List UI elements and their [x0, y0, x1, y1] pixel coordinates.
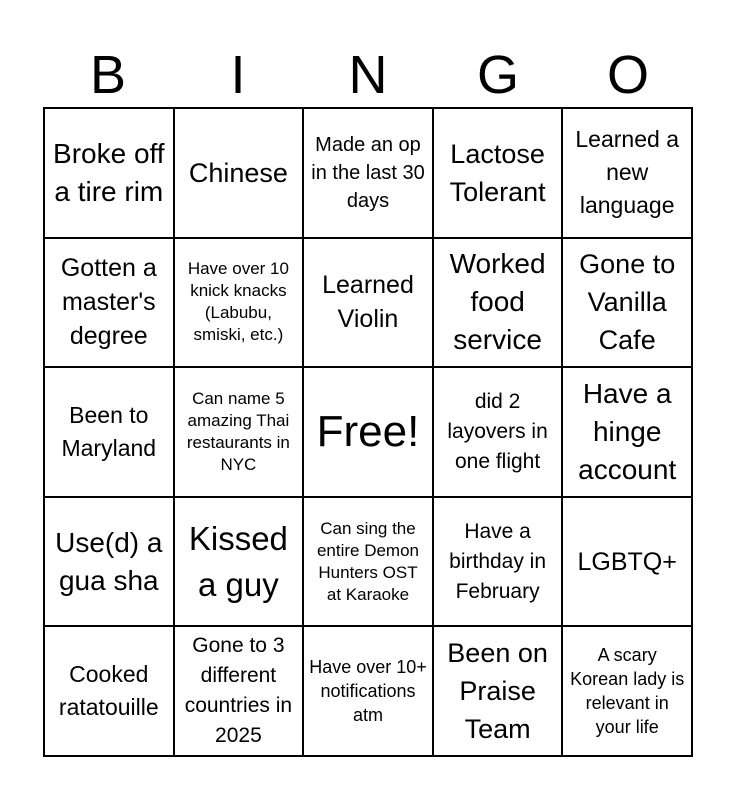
cell-text: Chinese [188, 157, 288, 188]
bingo-cell[interactable] [434, 368, 564, 498]
bingo-header [43, 44, 693, 106]
cell-text: Have a hinge account [578, 377, 677, 485]
cell-text: Made an op in the last 30 days [311, 133, 425, 212]
cell-text: LGBTQ+ [577, 547, 677, 576]
bingo-cell[interactable] [434, 627, 564, 757]
bingo-cell[interactable] [175, 109, 305, 239]
cell-text: Free! [316, 406, 420, 456]
bingo-cell[interactable] [434, 239, 564, 369]
cell-text: Gone to Vanilla Cafe [579, 249, 676, 356]
cell-text: Gotten a master's degree [60, 254, 157, 351]
header-letter-i: I [230, 45, 246, 105]
bingo-cell[interactable] [45, 498, 175, 628]
bingo-cell[interactable] [45, 239, 175, 369]
cell-text: Worked food service [449, 248, 546, 356]
cell-text: Been to Maryland [61, 401, 157, 461]
bingo-cell[interactable] [45, 109, 175, 239]
bingo-cell[interactable] [175, 368, 305, 498]
cell-text: Lactose Tolerant [449, 138, 546, 207]
cell-text: Have over 10 knick knacks (Labubu, smiski, etc.) [187, 259, 289, 345]
cell-text: Learned Violin [322, 271, 414, 334]
cell-text: Use(d) a gua sha [55, 526, 163, 596]
bingo-cell[interactable] [563, 239, 693, 369]
bingo-cell[interactable] [563, 368, 693, 498]
cell-text: Can name 5 amazing Thai restaurants in NYC [186, 388, 290, 474]
bingo-cell[interactable] [563, 498, 693, 628]
cell-text: Been on Praise Team [447, 638, 548, 745]
bingo-cell[interactable] [304, 627, 434, 757]
bingo-cell[interactable] [434, 109, 564, 239]
cell-text: Have a birthday in February [449, 519, 547, 603]
bingo-cell[interactable] [175, 498, 305, 628]
cell-text: did 2 layovers in one flight [447, 389, 548, 473]
bingo-cell[interactable] [563, 627, 693, 757]
bingo-cell[interactable] [304, 239, 434, 369]
bingo-cell[interactable] [434, 498, 564, 628]
cell-text: Can sing the entire Demon Hunters OST at Karaoke [316, 518, 420, 604]
bingo-cell[interactable] [304, 498, 434, 628]
bingo-grid [43, 107, 693, 757]
header-letter-b: B [89, 45, 127, 105]
bingo-cell[interactable] [45, 627, 175, 757]
bingo-cell[interactable] [175, 239, 305, 369]
cell-text: Broke off a tire rim [53, 137, 165, 207]
header-letter-o: O [606, 45, 649, 105]
cell-text: Gone to 3 different countries in 2025 [184, 634, 293, 748]
free-space[interactable] [304, 368, 434, 498]
header-letter-g: G [476, 45, 519, 105]
header-letter-n: N [348, 45, 388, 105]
bingo-cell[interactable] [45, 368, 175, 498]
bingo-cell[interactable] [304, 109, 434, 239]
cell-text: A scary Korean lady is relevant in your life [570, 645, 685, 738]
cell-text: Kissed a guy [188, 519, 288, 603]
cell-text: Have over 10+ notifications atm [309, 657, 427, 726]
cell-text: Learned a new language [575, 126, 679, 219]
cell-text: Cooked ratatouille [58, 661, 159, 721]
bingo-cell[interactable] [563, 109, 693, 239]
bingo-cell[interactable] [175, 627, 305, 757]
